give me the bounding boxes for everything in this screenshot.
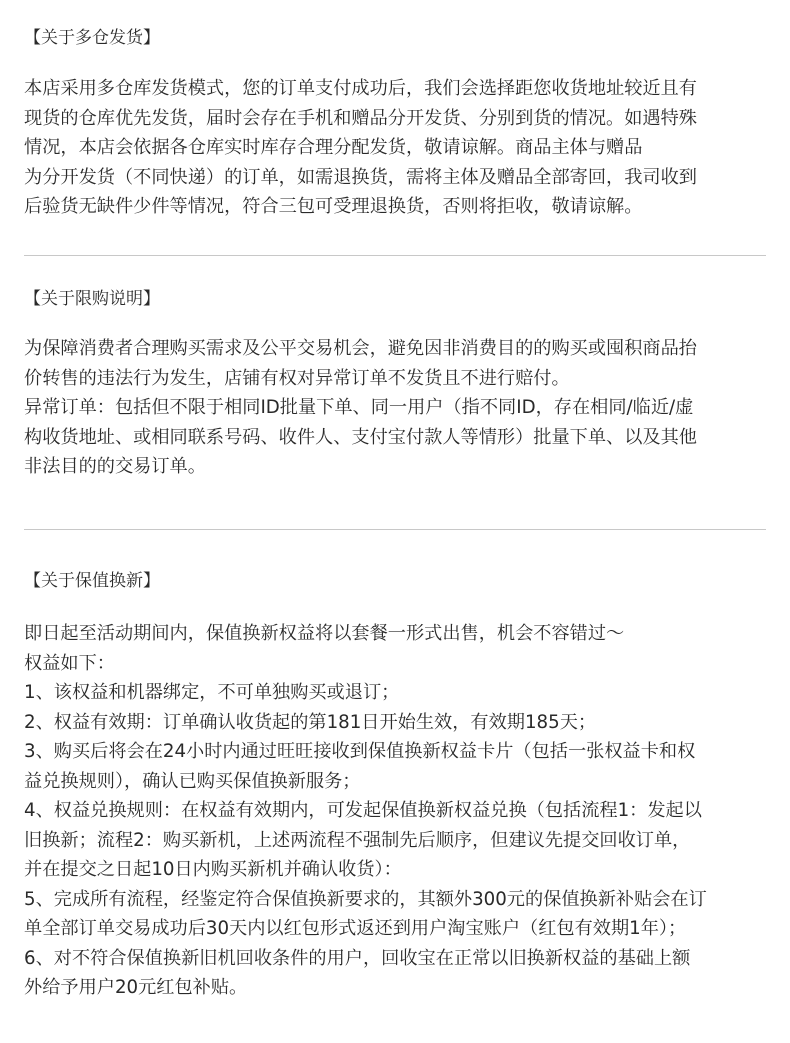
paragraph-line: 为保障消费者合理购买需求及公平交易机会，避免因非消费目的的购买或囤积商品抬 [24,338,697,359]
rule-item-4-cont: 并在提交之日起10日内购买新机并确认收货）： [24,859,402,880]
rule-item-5-cont: 单全部订单交易成功后30天内以红包形式返还到用户淘宝账户（红包有效期1年）； [24,918,687,939]
trade-in-paragraph [24,619,774,1003]
trade-in-heading: 【关于保值换新】 [24,571,160,591]
paragraph-line: 构收货地址、或相同联系号码、收件人、支付宝付款人等情形）批量下单、以及其他 [24,426,697,448]
paragraph-line: 价转售的违法行为发生，店铺有权对异常订单不发货且不进行赔付。 [24,367,570,389]
rule-item-3: 3、购买后将会在24小时内通过旺旺接收到保值换新权益卡片（包括一张权益卡和权 [24,741,696,762]
rule-item-2: 2、权益有效期：订单确认收货起的第181日开始生效，有效期185天； [24,711,597,733]
paragraph-line: 本店采用多仓库发货模式，您的订单支付成功后，我们会选择距您收货地址较近且有 [24,78,697,99]
rule-item-5: 5、完成所有流程，经鉴定符合保值换新要求的，其额外300元的保值换新补贴会在订 [24,888,707,910]
rule-item-4-cont: 旧换新；流程2：购买新机，上述两流程不强制先后顺序，但建议先提交回收订单， [24,829,691,851]
paragraph-line: 后验货无缺件少件等情况，符合三包可受理退换货，否则将拒收，敬请谅解。 [24,196,643,217]
paragraph-line: 异常订单：包括但不限于相同ID批量下单、同一用户（指不同ID，存在相同/临近/虚 [24,397,694,418]
rule-item-3-cont: 益兑换规则），确认已购买保值换新服务； [24,770,361,792]
paragraph-line: 现货的仓库优先发货，届时会存在手机和赠品分开发货、分别到货的情况。如遇特殊 [24,107,697,129]
section-divider [24,255,766,256]
paragraph-line: 权益如下： [24,652,115,674]
paragraph-line: 即日起至活动期间内，保值换新权益将以套餐一形式出售，机会不容错过～ [24,623,625,644]
purchase-limit-paragraph [24,334,774,482]
multi-warehouse-paragraph [24,74,774,222]
rule-item-6: 6、对不符合保值换新旧机回收条件的用户，回收宝在正常以旧换新权益的基础上额 [24,947,691,969]
multi-warehouse-heading: 【关于多仓发货】 [24,28,160,48]
rule-item-6-cont: 外给予用户20元红包补贴。 [24,977,248,998]
paragraph-line: 非法目的的交易订单。 [24,456,206,477]
purchase-limit-heading: 【关于限购说明】 [24,289,160,309]
rule-item-1: 1、该权益和机器绑定，不可单独购买或退订； [24,682,400,703]
paragraph-line: 情况，本店会依据各仓库实时库存合理分配发货，敬请谅解。商品主体与赠品 [24,137,643,158]
section-divider [24,529,766,530]
paragraph-line: 为分开发货（不同快递）的订单，如需退换货，需将主体及赠品全部寄回，我司收到 [24,166,697,188]
rule-item-4: 4、权益兑换规则：在权益有效期内，可发起保值换新权益兑换（包括流程1：发起以 [24,800,702,821]
